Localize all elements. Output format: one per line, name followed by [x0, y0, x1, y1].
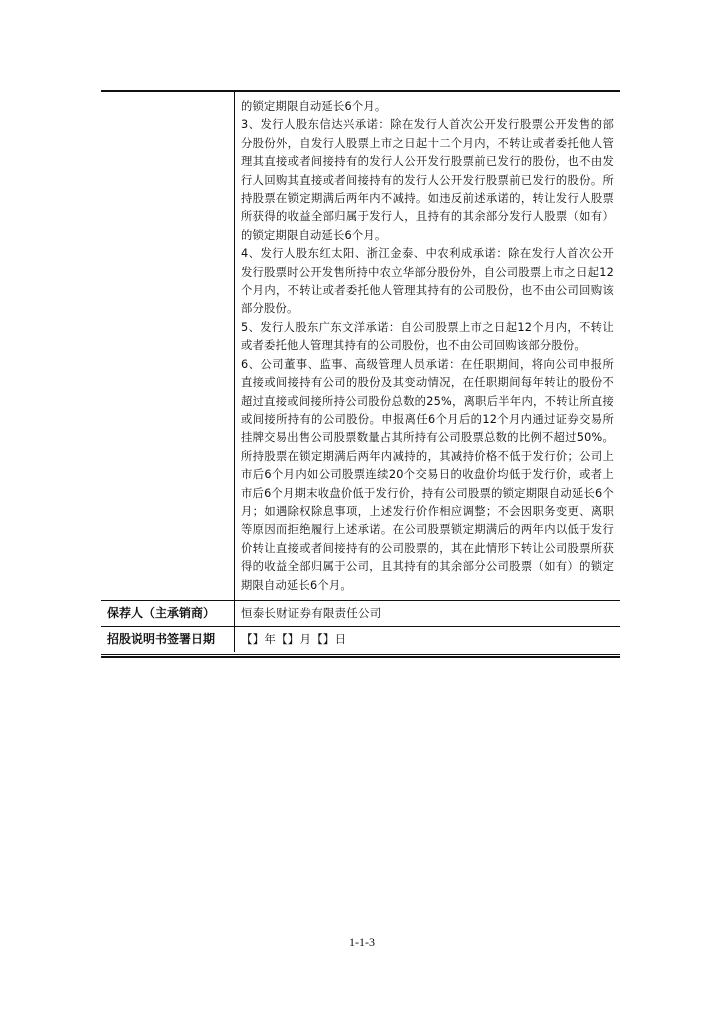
sign-date-label: 招股说明书签署日期 — [101, 627, 235, 652]
table-bottom-border — [101, 654, 620, 655]
paragraph-commitment-5: 5、发行人股东广东文洋承诺：自公司股票上市之日起12个月内，不转让或者委托他人管理其持有的公司股份，也不由公司回购该部分股份。 — [241, 320, 614, 353]
paragraph-continuation: 的锁定期限自动延长6个月。 — [241, 100, 387, 113]
sign-date-value: 【】年【】月【】日 — [241, 631, 347, 646]
sponsor-label: 保荐人（主承销商） — [101, 601, 235, 626]
document-table — [101, 90, 620, 658]
paragraph-commitment-4: 4、发行人股东红太阳、浙江金泰、中农利成承诺：除在发行人首次公开发行股票时公开发售所持中农立华部分股份外，自公司股票上市之日起12个月内，不转让或者委托他人管理其持有的公司股份，也不由公司回购该部分股份。 — [241, 247, 614, 316]
paragraph-commitment-6: 6、公司董事、监事、高级管理人员承诺：在任职期间，将向公司申报所直接或间接持有公司的股份及其变动情况，在任职期间每年转让的股份不超过直接或间接所持公司股份总数的25%，离职后半年内，不转让所直接或间接所持有的公司股份。申报离任6个月后的12个月内通过证券交易所挂牌交易出售公司股票数量占其所持有公司股票总数的比例不超过50%。所持股票在锁定期满后两年内减持的，其减持价格不低于发行价；公司上市后6个月内如公司股票连续20个交易日的收盘价均低于发行价，或者上市后6个月期末收盘价低于发行价，持有公司股票的锁定期限自动延长6个月；如遇除权除息事项，上述发行价作相应调整；不会因职务变更、离职等原因而拒绝履行上述承诺。在公司股票锁定期满后的两年内以低于发行价转让直接或者间接持有的公司股票的，其在此情形下转让公司股票所获得的收益全部归属于公司，且其持有的其余部分公司股票（如有）的锁定期限自动延长6个月。 — [241, 357, 614, 592]
table-row-sponsor — [101, 601, 620, 627]
table-row-lockup — [101, 92, 620, 601]
page-number: 1-1-3 — [349, 935, 375, 949]
paragraph-commitment-3: 3、发行人股东信达兴承诺：除在发行人首次公开发行股票公开发售的部分股份外，自发行人股票上市之日起十二个月内，不转让或者委托他人管理其直接或者间接持有的发行人公开发行股票前已发行的股份，也不由发行人回购其直接或者间接持有的发行人公开发行股票前已发行的股份。所持股票在锁定期满后两年内不减持。如违反前述承诺的，转让发行人股票所获得的收益全部归属于发行人，且持有的其余部分发行人股票（如有）的锁定期限自动延长6个月。 — [241, 118, 614, 242]
table-row-sign-date — [101, 627, 620, 652]
table-bottom-border-double — [101, 656, 620, 658]
empty-label-cell — [101, 92, 235, 600]
lockup-commitment-text — [235, 92, 620, 600]
sponsor-value: 恒泰长财证券有限责任公司 — [241, 605, 382, 620]
